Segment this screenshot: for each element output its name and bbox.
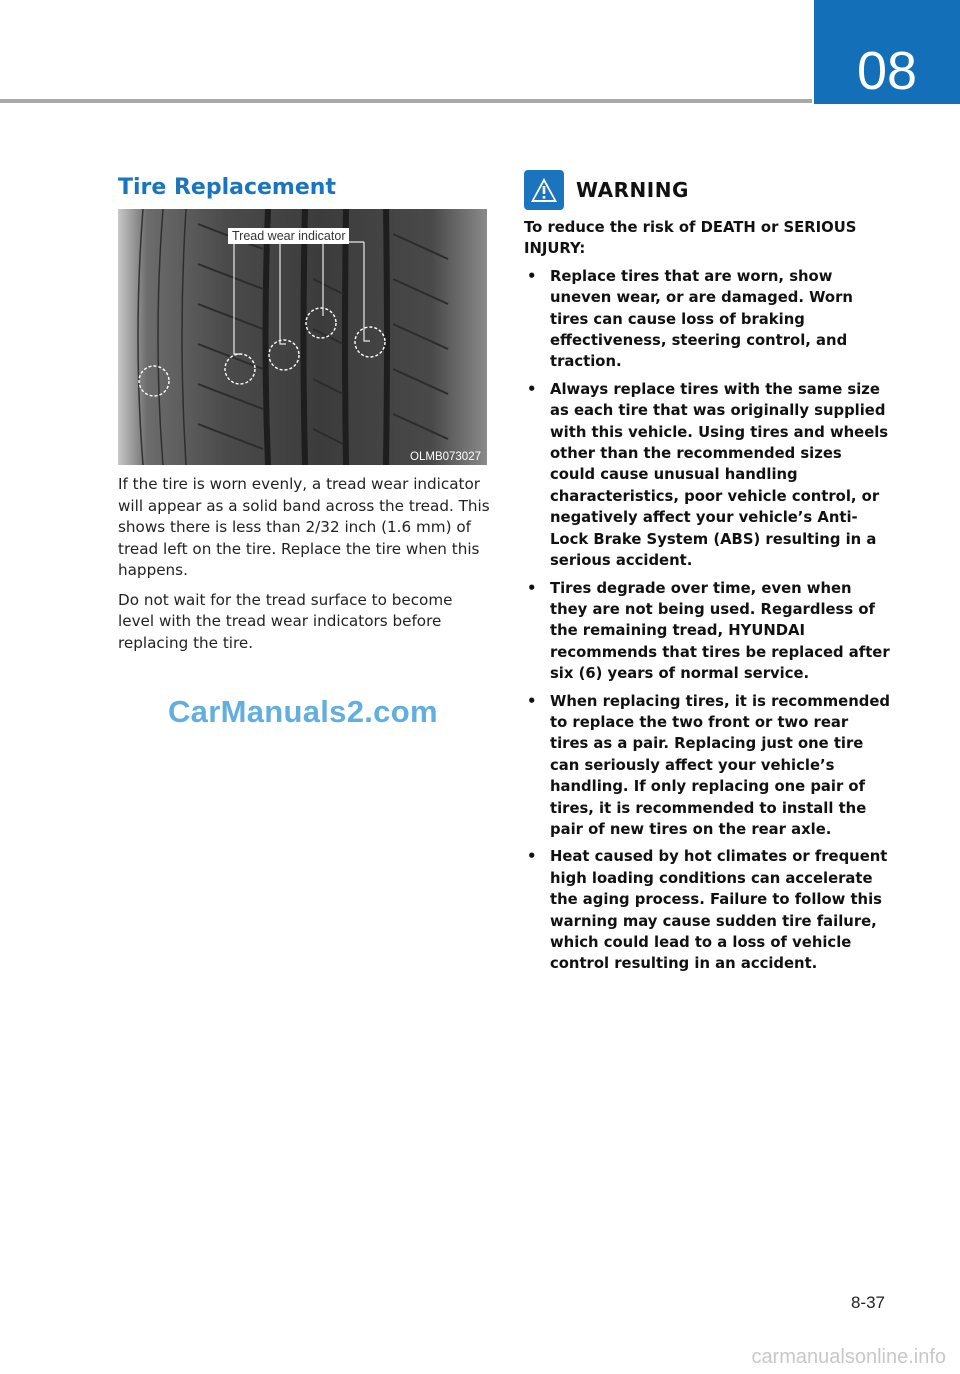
list-item-text: Always replace tires with the same size as each tire that was originally supplied with this vehicle. Using tires and wheels other than the recommended sizes could cause unusual handling characteristics, poor vehicle control, or negatively affect your vehicle’s Anti-Lock Brake System (ABS) resulting in a serious accident. (550, 380, 889, 570)
header-rule (0, 99, 812, 103)
list-item (524, 379, 890, 572)
bullet: • (527, 267, 537, 285)
chapter-tab: 08 (814, 0, 960, 104)
tire-tread-image (118, 209, 487, 465)
warning-header (524, 170, 890, 210)
list-item (524, 578, 890, 685)
warning-box (524, 170, 890, 981)
warning-list (524, 266, 890, 975)
body-text (118, 474, 490, 662)
list-item (524, 691, 890, 841)
bullet: • (527, 848, 537, 866)
warning-title: WARNING (576, 178, 689, 202)
list-item (524, 266, 890, 373)
bullet: • (527, 692, 537, 710)
figure-code: OLMB073027 (410, 451, 481, 463)
list-item-text: Tires degrade over time, even when they are not being used. Regardless of the remaining tread, HYUNDAI recommends that tires be replaced after six (6) years of normal service. (550, 579, 890, 683)
footer-watermark: carmanualsonline.info (751, 1346, 946, 1368)
warning-icon (524, 170, 564, 210)
paragraph: Do not wait for the tread surface to become level with the tread wear indicators before replacing the tire. (118, 590, 453, 652)
list-item (524, 846, 890, 974)
tire-tread-figure (118, 209, 487, 465)
watermark: CarManuals2.com (168, 694, 438, 729)
warning-intro: To reduce the risk of DEATH or SERIOUS INJURY: (524, 219, 857, 258)
paragraph: If the tire is worn evenly, a tread wear indicator will appear as a solid band across the tread. This shows there is less than 2/32 inch (1.6 mm) of tread left on the tire. Replace the tire when this happens. (118, 475, 490, 579)
bullet: • (527, 579, 537, 597)
page-number: 8-37 (850, 1293, 885, 1312)
bullet: • (527, 380, 537, 398)
list-item-text: Replace tires that are worn, show uneven wear, or are damaged. Worn tires can cause loss of braking effectiveness, steering control, and traction. (550, 267, 853, 371)
list-item-text: When replacing tires, it is recommended to replace the two front or two rear tires as a pair. Replacing just one tire can seriously affect your vehicle’s handling. If only replacing one pair of tires, it is recommended to install the pair of new tires on the rear axle. (550, 692, 890, 838)
tread-wear-callout: Tread wear indicator (228, 228, 349, 244)
section-title: Tire Replacement (118, 175, 336, 200)
list-item-text: Heat caused by hot climates or frequent high loading conditions can accelerate the aging process. Failure to follow this warning may cause sudden tire failure, which could lead to a loss of vehicle control resulting in an accident. (550, 848, 888, 973)
